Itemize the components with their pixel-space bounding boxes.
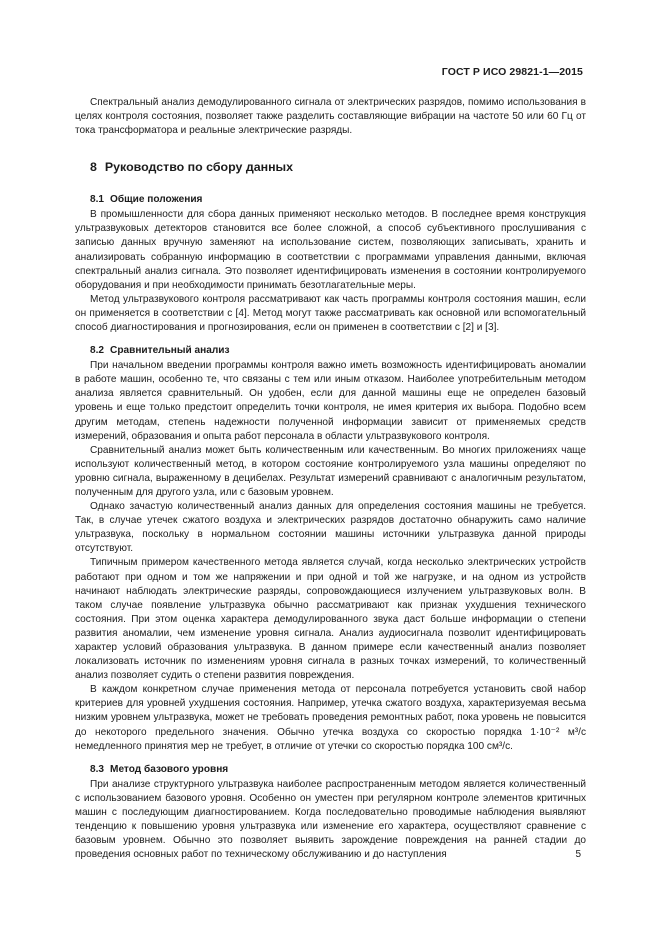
section-8-1-title: Общие положения xyxy=(110,194,203,206)
section-8-3-number: 8.3 xyxy=(90,763,105,775)
section-8-2-title: Сравнительный анализ xyxy=(110,345,230,357)
s82-paragraph-3: Однако зачастую количественный анализ данных для определения состояния машины не требуется. Так, в случае утечек сжатого воздуха и электрических разрядов достаточно обнаружить само наличие ультразвука, поскольку в нормальном состоянии машины источники ультразвука данной природы отсутствуют. xyxy=(75,501,586,555)
section-8-title: Руководство по сбору данных xyxy=(104,160,294,175)
section-8-2-heading xyxy=(75,344,586,358)
s82-paragraph-1: При начальном введении программы контроля важно иметь возможность идентифицировать аномалии в работе машин, особенно те, что связаны с тем или иным отказом. Наиболее употребительным методом анализа является сравнительный. Он удобен, если для данной машины еще не определен базовый уровень и еще только предстоит определить точки контроля, не имея критерия их выбора. Подобно всем другим методам, степень надежности полученной информации зависит от применяемых средств измерений, образования и опыта работ персонала в области ультразвукового контроля. xyxy=(75,360,586,442)
section-8-heading xyxy=(75,160,586,174)
s81-paragraph-1: В промышленности для сбора данных применяют несколько методов. В последнее время конструкция ультразвуковых детекторов становится все более сложной, а способ субъективного прослушивания с записью данных вручную заменяют на использование систем, позволяющих записывать, хранить и анализировать собранную информацию в соответствии с программами управления данными, включая спектральный анализ сигнала. Это позволяет идентифицировать изменения в состоянии контролируемого оборудования и при необходимости принимать безотлагательные меры. xyxy=(75,209,586,291)
standard-id-header: ГОСТ Р ИСО 29821-1—2015 xyxy=(441,66,583,78)
page-number: 5 xyxy=(575,849,581,860)
s82-paragraph-4: Типичным примером качественного метода является случай, когда несколько электрических устройств работают при одном и том же напряжении и при одной и той же нагрузке, и на одном из устройств начинают наблюдать электрические разряды, сопровождающиеся излучением ультразвуковых волн. В таком случае появление ультразвука обычно рассматривают как признак ухудшения технического состояния. При этом оценка характера демодулированного звука даст больше информации о степени развития аномалии, чем изменение уровня сигнала. Анализ аудиосигнала позволит идентифицировать характер условий образования ультразвука. В данном примере если качественный анализ позволяет локализовать источник по изменениям уровня сигнала в разных точках измерений, то количественный анализ позволяет судить о степени развития повреждения. xyxy=(75,557,586,682)
section-8-1-number: 8.1 xyxy=(90,194,105,206)
section-8-number: 8 xyxy=(90,160,97,175)
page-content xyxy=(75,96,586,862)
section-8-3-title: Метод базового уровня xyxy=(110,763,229,775)
section-8-3-heading xyxy=(75,763,586,777)
intro-paragraph: Спектральный анализ демодулированного сигнала от электрических разрядов, помимо использования в целях контроля состояния, позволяет также разделить составляющие вибрации на частоте 50 или 60 Гц от тока трансформатора и реальные электрические разряды. xyxy=(75,97,586,137)
s83-paragraph-1: При анализе структурного ультразвука наиболее распространенным методом является количественный с использованием базового уровня. Особенно он уместен при регулярном контроле элементов критичных машин с последующим диагностированием. Когда последовательно проводимые наблюдения выявляют тенденцию к повышению уровня ультразвука или изменение его характера, осуществляют сравнение с базовым уровнем. Обычно это позволяет выявить зарождение повреждения на ранней стадии до проведения основных работ по техническому обслуживанию и до наступления xyxy=(75,778,586,861)
s82-paragraph-2: Сравнительный анализ может быть количественным или качественным. Во многих приложениях чаще используют количественный метод, в котором состояние контролируемого узла машины определяют по уровню сигнала, выраженному в децибелах. Результат измерений сравнивают с аналогичным результатом, полученным для другого узла, или с базовым уровнем. xyxy=(75,444,586,498)
section-8-2-number: 8.2 xyxy=(90,345,105,357)
s81-paragraph-2: Метод ультразвукового контроля рассматривают как часть программы контроля состояния машин, если он применяется в соответствии с [4]. Метод могут также рассматривать как основной или вспомогательный способ диагностирования и прогнозирования, если он применен в соответствии с [2] и [3]. xyxy=(75,293,586,334)
section-8-1-heading xyxy=(75,193,586,207)
s82-paragraph-5: В каждом конкретном случае применения метода от персонала потребуется установить свой набор критериев для уровней ухудшения состояния. Например, утечка сжатого воздуха, характеризуемая весьма низким уровнем ультразвука, может не требовать проведения ремонтных работ, пока уровень не повысится до некоторого предельного значения. Обычно утечка воздуха со скоростью порядка 1·10⁻² м³/с немедленного принятия мер не требует, в отличие от утечки со скоростью порядка 100 см³/с. xyxy=(75,684,586,752)
